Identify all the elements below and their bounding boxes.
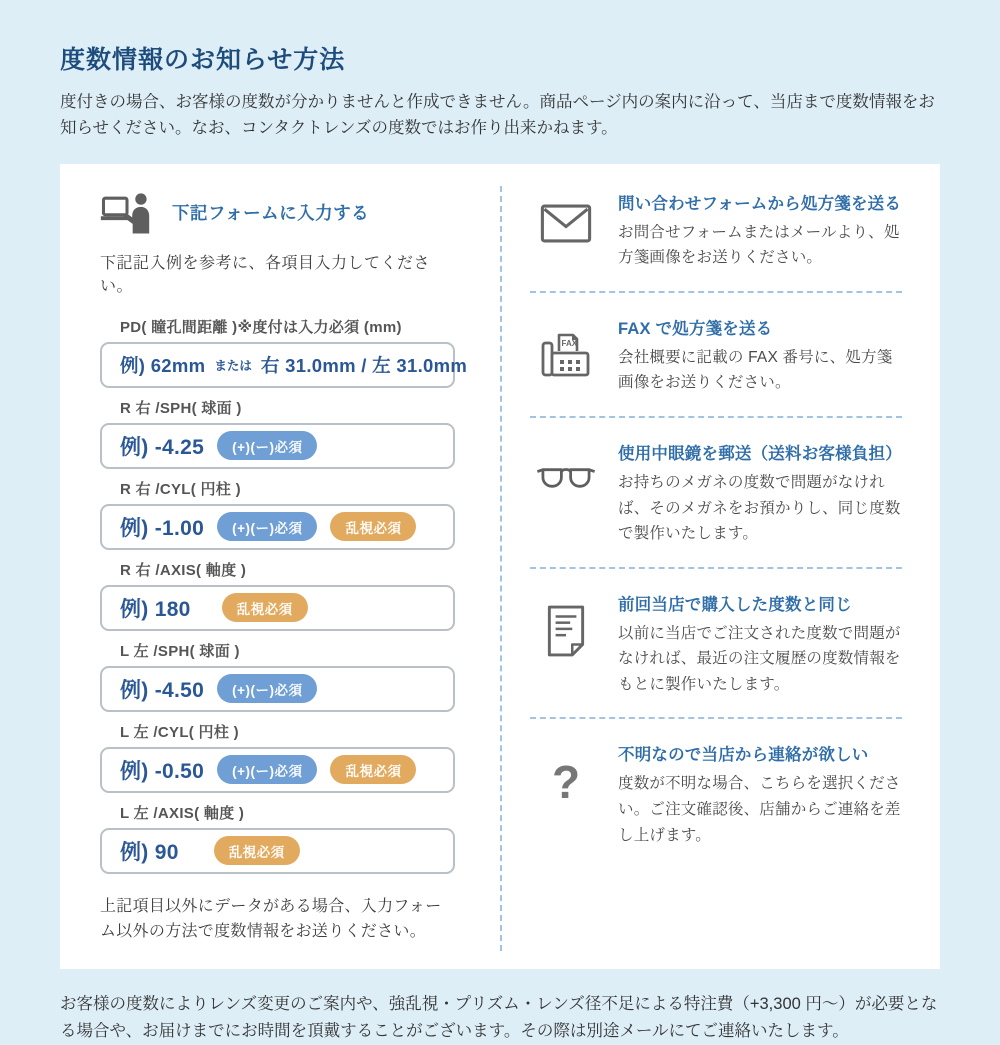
field-row-r-cyl <box>100 478 455 550</box>
alternative-methods-section <box>502 164 940 969</box>
field-row-pd <box>100 316 468 388</box>
envelope-icon <box>530 190 602 271</box>
example-input-box <box>100 828 455 874</box>
person-at-computer-icon <box>100 192 154 234</box>
method-text <box>618 190 902 271</box>
field-label: R 右 /SPH( 球面 ) <box>120 399 242 417</box>
field-label: L 左 /SPH( 球面 ) <box>120 642 240 660</box>
method-text <box>618 591 902 698</box>
field-row-l-axis <box>100 802 455 874</box>
field-row-l-cyl <box>100 721 455 793</box>
intro-paragraph: 度付きの場合、お客様の度数が分かりませんと作成できません。商品ページ内の案内に沿って、当店まで度数情報をお知らせください。なお、コンタクトレンズの度数ではお作り出来かねます。 <box>60 93 935 138</box>
info-card <box>60 164 940 969</box>
field-label: L 左 /AXIS( 軸度 ) <box>120 804 245 822</box>
method-text <box>618 741 902 848</box>
section-divider <box>530 416 902 418</box>
field-label: R 右 /CYL( 円柱 ) <box>120 480 241 498</box>
form-footer-note: 上記項目以外にデータがある場合、入力フォーム以外の方法で度数情報をお送りください。 <box>100 897 442 941</box>
method-heading: 使用中眼鏡を郵送（送料お客様負担） <box>618 445 902 464</box>
field-label: R 右 /AXIS( 軸度 ) <box>120 561 247 579</box>
glasses-icon <box>530 440 602 547</box>
question-glyph: ? <box>551 756 581 809</box>
section-divider <box>530 567 902 569</box>
field-row-l-sph <box>100 640 455 712</box>
method-text <box>618 315 902 396</box>
section-divider <box>530 717 902 719</box>
form-section-header <box>100 192 455 234</box>
method-body: 度数が不明な場合、こちらを選択ください。ご注文確認後、店舗からご連絡を差し上げます。 <box>618 775 901 844</box>
example-value: 例) -4.50 <box>120 678 205 702</box>
document-icon <box>530 591 602 698</box>
example-value: 例) 90 <box>120 840 179 864</box>
field-row-r-axis <box>100 559 455 631</box>
method-heading: FAX で処方箋を送る <box>618 319 773 338</box>
example-connector: または <box>214 358 252 373</box>
method-contact-me <box>530 741 902 848</box>
method-body: 会社概要に記載の FAX 番号に、処方箋画像をお送りください。 <box>618 348 893 392</box>
method-heading: 前回当店で購入した度数と同じ <box>618 595 852 614</box>
form-input-section <box>60 164 500 969</box>
astigmatism-required-badge: 乱視必須 <box>222 593 308 622</box>
method-mail-glasses <box>530 440 902 547</box>
astigmatism-required-badge: 乱視必須 <box>330 512 416 541</box>
form-instruction: 下記記入例を参考に、各項目入力してください。 <box>100 254 431 295</box>
example-input-box <box>100 666 455 712</box>
example-input-box <box>100 504 455 550</box>
example-input-box <box>100 747 455 793</box>
method-fax <box>530 315 902 396</box>
method-text <box>618 440 902 547</box>
plus-minus-required-badge: (+)(ー)必須 <box>217 512 317 541</box>
example-input-box <box>100 342 468 388</box>
example-value: 右 31.0mm / 左 31.0mm <box>260 354 468 376</box>
example-value: 例) 62mm <box>120 354 206 376</box>
example-value: 例) 180 <box>120 597 191 621</box>
method-previous-order <box>530 591 902 698</box>
method-body: 以前に当店でご注文された度数で問題がなければ、最近の注文履歴の度数情報をもとに製作いたします。 <box>618 624 901 693</box>
question-icon <box>530 741 602 848</box>
method-contact-form <box>530 190 902 271</box>
example-value: 例) -4.25 <box>120 435 205 459</box>
example-value: 例) -0.50 <box>120 759 205 783</box>
method-heading: 問い合わせフォームから処方箋を送る <box>618 194 902 213</box>
example-input-box <box>100 423 455 469</box>
footer-note: お客様の度数によりレンズ変更のご案内や、強乱視・プリズム・レンズ径不足による特注費（+3,300 円～）が必要となる場合や、お届けまでにお時間を頂戴することがございます。その際は別途メールにてご連絡いたします。 <box>60 994 938 1041</box>
method-body: お持ちのメガネの度数で問題がなければ、そのメガネをお預かりし、同じ度数で製作いたします。 <box>618 474 901 543</box>
method-body: お問合せフォームまたはメールより、処方箋画像をお送りください。 <box>618 223 900 267</box>
field-label: L 左 /CYL( 円柱 ) <box>120 723 239 741</box>
field-label: PD( 瞳孔間距離 )※度付は入力必須 (mm) <box>120 318 402 336</box>
example-value: 例) -1.00 <box>120 516 205 540</box>
plus-minus-required-badge: (+)(ー)必須 <box>217 674 317 703</box>
fax-icon-label: FAX <box>561 338 578 348</box>
plus-minus-required-badge: (+)(ー)必須 <box>217 755 317 784</box>
example-input-box <box>100 585 455 631</box>
form-section-heading: 下記フォームに入力する <box>172 203 370 224</box>
astigmatism-required-badge: 乱視必須 <box>214 836 300 865</box>
astigmatism-required-badge: 乱視必須 <box>330 755 416 784</box>
method-heading: 不明なので当店から連絡が欲しい <box>618 746 869 765</box>
field-row-r-sph <box>100 397 455 469</box>
fax-icon <box>530 315 602 396</box>
section-divider <box>530 291 902 293</box>
page-title: 度数情報のお知らせ方法 <box>60 46 346 74</box>
plus-minus-required-badge: (+)(ー)必須 <box>217 431 317 460</box>
